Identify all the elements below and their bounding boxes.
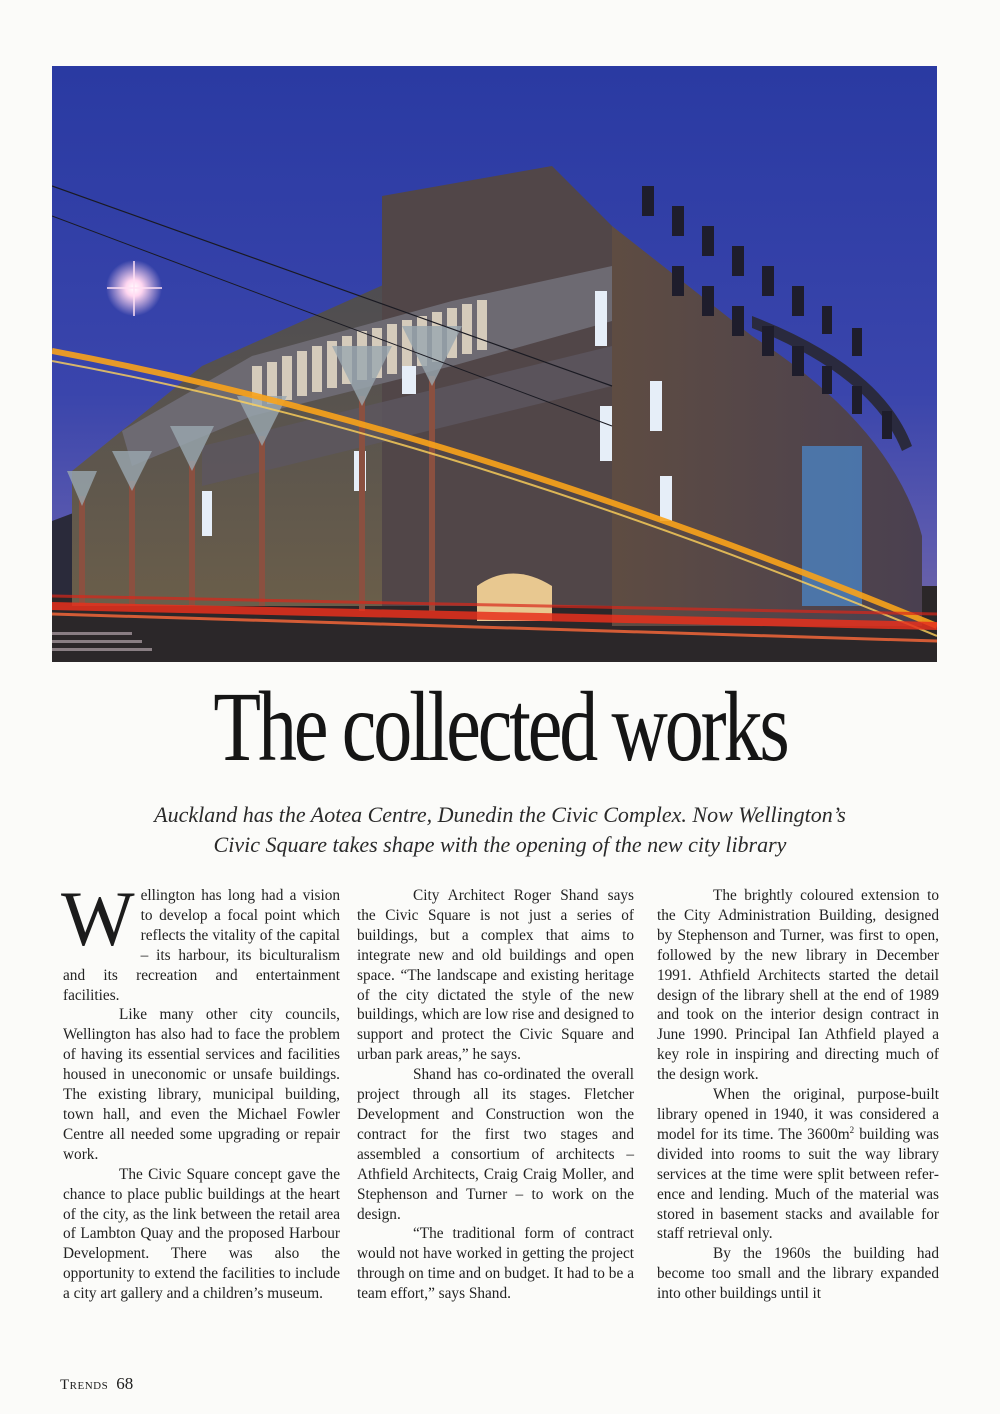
paragraph: Wellington has long had a vision to develop a focal point which reflects the vitality of the capital – its harbour, its biculturalism and its recreation and entertainment facilities.	[61, 875, 340, 1004]
deck-line-1: Auckland has the Aotea Centre, Dunedin the Civic Complex. Now Wellington’s	[154, 802, 846, 827]
paragraph: Shand has co-ordinated the overall project through all its stages. Fletcher Development and Construction won the contract for the first two stages and assembled a consortium of architects – Athfield Architects, Craig Craig Moller, and Stephenson and Turner – to work on the design.	[357, 1066, 634, 1223]
library-building-illustration	[52, 66, 937, 662]
body-column-3	[657, 886, 939, 1304]
hero-photo	[52, 66, 937, 662]
deck-line-2: Civic Square takes shape with the opening of the new city library	[213, 832, 787, 857]
superscript: 2	[849, 1124, 855, 1135]
paragraph: The Civic Square concept gave the chance to place public buildings at the heart of the city, as the link between the retail area of Lambton Quay and the proposed Harbour Development. There was also the opportunity to extend the facilities to include a city art gallery and a children’s museum.	[63, 1165, 340, 1303]
paragraph: “The traditional form of contract would not have worked in getting the project through on time and on budget. It had to be a team effort,” says Shand.	[357, 1225, 634, 1303]
page-folio	[60, 1374, 133, 1394]
article-headline: The collected works	[213, 671, 787, 782]
paragraph: When the original, purpose-built library opened in 1940, it was considered a model for its time. The $3600m^2$ building was divided into rooms to suit the way library services at the time were split between reference and lending. Much of the material was stored in basement stacks and available for staff retrieval only.	[657, 1086, 940, 1243]
paragraph: City Architect Roger Shand says the Civic Square is not just a series of buildings, but a complex that aims to integrate new and old buildings and open space. “The landscape and existing heritage of the city dictated the style of the new buildings, which are low rise and designed to support and protect the Civic Square and urban park areas,” he says.	[357, 887, 634, 1064]
paragraph: The brightly coloured extension to the City Administration Building, designed by Stephenson and Turner, was first to open, followed by the new library in December 1991. Athfield Architects started the detail design of the library shell at the end of 1989 and took on the interior design contract in June 1990. Principal Ian Athfield played a key role in inspiring and directing much of the design work.	[657, 887, 939, 1084]
paragraph: By the 1960s the building had become too small and the library expanded into other buildings until it	[657, 1245, 939, 1303]
body-column-2	[357, 886, 634, 1304]
article-deck	[60, 800, 940, 860]
magazine-name: Trends	[60, 1377, 109, 1393]
drop-cap: W	[61, 875, 135, 962]
page-number: 68	[116, 1374, 134, 1393]
paragraph: Like many other city councils, Wellington has also had to face the problem of having its essential services and facilities housed in uneconomic or unsafe buildings. The existing library, municipal building, town hall, and even the Michael Fowler Centre all needed some upgrading or repair work.	[63, 1006, 340, 1163]
body-column-1	[61, 875, 340, 1304]
